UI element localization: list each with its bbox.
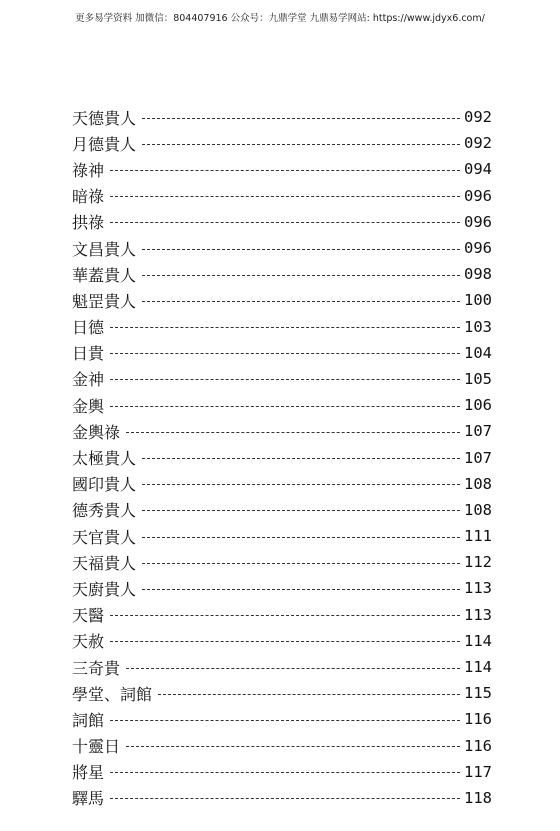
toc-entry-page: 103 [464, 317, 492, 336]
toc-dot-leader [126, 432, 460, 433]
toc-entry [72, 654, 492, 680]
toc-entry [72, 287, 492, 313]
table-of-contents [72, 104, 492, 811]
toc-entry [72, 183, 492, 209]
toc-entry-page: 092 [464, 108, 492, 127]
toc-entry [72, 418, 492, 444]
toc-entry-page: 096 [464, 186, 492, 205]
toc-entry [72, 733, 492, 759]
toc-entry-title: 太極貴人 [72, 449, 137, 469]
toc-dot-leader [126, 668, 460, 669]
toc-entry-title: 國印貴人 [72, 475, 137, 495]
toc-dot-leader [142, 563, 460, 564]
toc-entry-page: 108 [464, 500, 492, 519]
toc-dot-leader [126, 746, 460, 747]
toc-entry-title: 金神 [72, 370, 105, 390]
toc-entry-page: 107 [464, 448, 492, 467]
toc-entry-page: 115 [464, 684, 492, 703]
toc-entry-page: 113 [464, 605, 492, 624]
toc-entry-page: 106 [464, 396, 492, 415]
toc-entry-title: 金輿 [72, 396, 105, 416]
toc-entry [72, 209, 492, 235]
toc-dot-leader [110, 798, 460, 799]
toc-dot-leader [110, 327, 460, 328]
toc-entry [72, 261, 492, 287]
toc-dot-leader [110, 379, 460, 380]
toc-dot-leader [142, 249, 460, 250]
toc-entry-page: 117 [464, 762, 492, 781]
toc-entry-page: 112 [464, 553, 492, 572]
toc-entry-title: 拱祿 [72, 213, 105, 233]
toc-dot-leader [110, 170, 460, 171]
toc-entry-title: 金輿祿 [72, 422, 121, 442]
toc-dot-leader [110, 222, 460, 223]
toc-entry-page: 114 [464, 658, 492, 677]
toc-entry [72, 130, 492, 156]
toc-entry-title: 祿神 [72, 160, 105, 180]
toc-entry [72, 340, 492, 366]
toc-dot-leader [142, 510, 460, 511]
toc-entry-page: 116 [464, 710, 492, 729]
toc-entry [72, 235, 492, 261]
toc-entry-page: 108 [464, 474, 492, 493]
toc-entry-title: 天赦 [72, 632, 105, 652]
toc-entry-title: 文昌貴人 [72, 239, 137, 259]
toc-entry-page: 113 [464, 579, 492, 598]
toc-dot-leader [142, 589, 460, 590]
toc-entry-page: 098 [464, 265, 492, 284]
toc-entry-title: 魁罡貴人 [72, 291, 137, 311]
toc-entry-title: 天德貴人 [72, 108, 137, 128]
toc-entry-title: 日貴 [72, 344, 105, 364]
toc-dot-leader [158, 694, 460, 695]
toc-entry-title: 天官貴人 [72, 527, 137, 547]
toc-entry-title: 天醫 [72, 606, 105, 626]
toc-dot-leader [142, 275, 460, 276]
toc-entry-page: 096 [464, 239, 492, 258]
toc-entry [72, 471, 492, 497]
toc-entry [72, 706, 492, 732]
toc-entry-page: 118 [464, 788, 492, 807]
toc-entry-title: 驛馬 [72, 789, 105, 809]
toc-entry-title: 將星 [72, 763, 105, 783]
toc-entry-title: 十靈日 [72, 737, 121, 757]
toc-dot-leader [110, 196, 460, 197]
page-header-watermark: 更多易学资料 加微信：804407916 公众号：九鼎学堂 九鼎易学网站: https://www.jdyx6.com/ [75, 13, 485, 24]
toc-entry [72, 156, 492, 182]
toc-dot-leader [110, 772, 460, 773]
toc-dot-leader [142, 458, 460, 459]
toc-entry-title: 德秀貴人 [72, 501, 137, 521]
toc-entry [72, 497, 492, 523]
toc-entry [72, 575, 492, 601]
toc-entry [72, 680, 492, 706]
toc-entry-title: 日德 [72, 318, 105, 338]
toc-dot-leader [142, 144, 460, 145]
toc-entry [72, 785, 492, 811]
toc-entry [72, 628, 492, 654]
toc-entry-title: 暗祿 [72, 187, 105, 207]
toc-dot-leader [142, 537, 460, 538]
toc-entry-page: 116 [464, 736, 492, 755]
toc-entry-page: 111 [464, 527, 492, 546]
toc-entry-page: 114 [464, 631, 492, 650]
toc-dot-leader [110, 615, 460, 616]
toc-entry-title: 三奇貴 [72, 658, 121, 678]
toc-dot-leader [110, 353, 460, 354]
toc-dot-leader [142, 301, 460, 302]
toc-entry-page: 092 [464, 134, 492, 153]
toc-entry-page: 100 [464, 291, 492, 310]
toc-dot-leader [142, 118, 460, 119]
toc-entry [72, 444, 492, 470]
toc-entry [72, 602, 492, 628]
toc-entry-page: 096 [464, 212, 492, 231]
toc-entry [72, 549, 492, 575]
toc-entry-title: 學堂、詞館 [72, 684, 153, 704]
toc-entry-page: 104 [464, 343, 492, 362]
toc-dot-leader [110, 720, 460, 721]
toc-entry-page: 107 [464, 422, 492, 441]
toc-entry-title: 天廚貴人 [72, 579, 137, 599]
toc-entry-page: 094 [464, 160, 492, 179]
toc-entry-title: 華蓋貴人 [72, 265, 137, 285]
toc-entry [72, 314, 492, 340]
toc-entry-title: 月德貴人 [72, 134, 137, 154]
toc-entry [72, 104, 492, 130]
toc-entry [72, 392, 492, 418]
toc-dot-leader [110, 641, 460, 642]
toc-entry-title: 天福貴人 [72, 553, 137, 573]
toc-entry [72, 366, 492, 392]
toc-dot-leader [142, 484, 460, 485]
toc-entry [72, 759, 492, 785]
toc-dot-leader [110, 406, 460, 407]
toc-entry-title: 詞館 [72, 710, 105, 730]
toc-entry [72, 523, 492, 549]
toc-entry-page: 105 [464, 369, 492, 388]
